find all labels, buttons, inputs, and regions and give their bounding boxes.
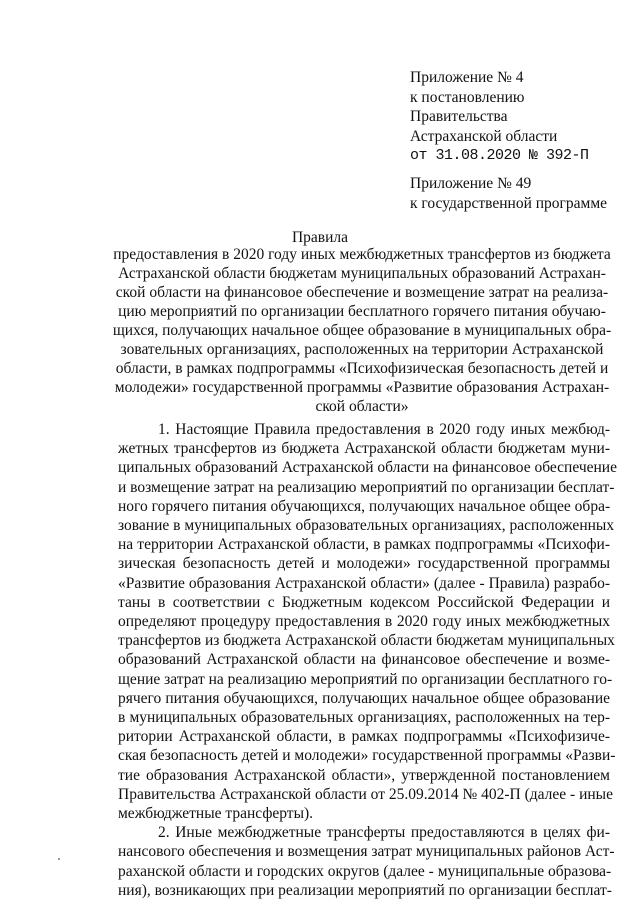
document-subtitle <box>112 245 612 416</box>
paragraph-line: межбюджетные трансферты). <box>118 805 314 823</box>
scan-speck <box>58 858 60 860</box>
paragraph-line: образований Астраханской области на финансовое обеспечение и возме- <box>118 651 610 669</box>
document-body <box>118 420 617 900</box>
paragraph-line: жетных трансфертов из бюджета Астраханской области бюджетам муни- <box>118 440 610 458</box>
paragraph-line: трансфертов из бюджета Астраханской области бюджетам муниципальных <box>118 632 615 650</box>
subtitle-line: молодежи» государственной программы «Развитие образования Астрахан- <box>114 379 610 396</box>
paragraph-line: тие образования Астраханской области», утвержденной постановлением <box>118 766 610 784</box>
subtitle-line: Астраханской области бюджетам муниципальных образований Астрахан- <box>118 265 606 282</box>
subtitle-line: щихся, получающих начальное общее образование в муниципальных обра- <box>112 322 612 339</box>
paragraph-line: 2. Иные межбюджетные трансферты предоставляются в целях фи- <box>158 824 610 842</box>
paragraph-line: ния), возникающих при реализации мероприятий по организации бесплат- <box>118 881 612 899</box>
subtitle-line: области, в рамках подпрограммы «Психофизическая безопасность детей и <box>115 360 609 377</box>
paragraph-line: зическая безопасность детей и молодежи» государственной программы <box>118 555 610 573</box>
paragraph-line: раханской области и городских округов (далее - муниципальные образова- <box>118 862 612 880</box>
paragraph-line: ципальных образований Астраханской области на финансовое обеспечение <box>118 459 617 477</box>
paragraph-line: «Развитие образования Астраханской области» (далее - Правила) разрабо- <box>118 574 610 592</box>
paragraph-line: и возмещение затрат на реализацию мероприятий по организации бесплат- <box>118 478 615 496</box>
annex-line: Правительства <box>410 108 508 125</box>
paragraph-line: Правительства Астраханской области от 25.09.2014 № 402-П (далее - иные <box>118 785 613 803</box>
paragraph-line: ного горячего питания обучающихся, получающих начальное общее обра- <box>118 497 611 515</box>
annex-line: к государственной программе <box>410 194 608 212</box>
paragraph-line: зование в муниципальных образовательных организациях, расположенных <box>118 517 615 535</box>
annex-line: Приложение № 49 <box>410 175 532 192</box>
annex-program-header <box>410 174 635 213</box>
paragraph-line: нансового обеспечения и возмещения затрат муниципальных районов Аст- <box>118 843 615 861</box>
paragraph-line: рячего питания обучающихся, получающих начальное общее образование <box>118 689 610 707</box>
paragraph-line: ритории Астраханской области, в рамках подпрограммы «Психофизиче- <box>118 728 610 746</box>
subtitle-line: цию мероприятий по организации бесплатного горячего питания обучаю- <box>118 303 606 320</box>
paragraph-line: в муниципальных образовательных организациях, расположенных на тер- <box>118 709 610 727</box>
paragraph-line: ская безопасность детей и молодежи» государственной программы «Разви- <box>118 747 616 765</box>
paragraph-line: щение затрат на реализацию мероприятий по организации бесплатного го- <box>118 670 613 688</box>
paragraph-line: определяют процедуру предоставления в 2020 году иных межбюджетных <box>118 613 610 631</box>
annex-line: Астраханской области <box>410 127 558 145</box>
annex-line: Приложение № 4 <box>410 69 524 86</box>
paragraph-line: на территории Астраханской области, в рамках подпрограммы «Психофи- <box>118 536 610 554</box>
annex-header <box>410 68 630 166</box>
paragraph-line: таны в соответствии с Бюджетным кодексом Российской Федерации и <box>118 593 610 611</box>
subtitle-line: предоставления в 2020 году иных межбюджетных трансфертов из бюджета <box>113 246 611 263</box>
subtitle-line: ской области на финансовое обеспечение и возмещение затрат на реализа- <box>115 284 609 301</box>
subtitle-line: ской области» <box>315 398 409 415</box>
annex-line: к постановлению <box>410 88 525 106</box>
document-title: Правила <box>291 229 349 246</box>
paragraph-line: 1. Настоящие Правила предоставления в 2020 году иных межбюд- <box>158 421 610 438</box>
annex-date-number: от 31.08.2020 № 392-П <box>410 147 589 164</box>
subtitle-line: зовательных организациях, расположенных на территории Астраханской <box>120 341 604 358</box>
